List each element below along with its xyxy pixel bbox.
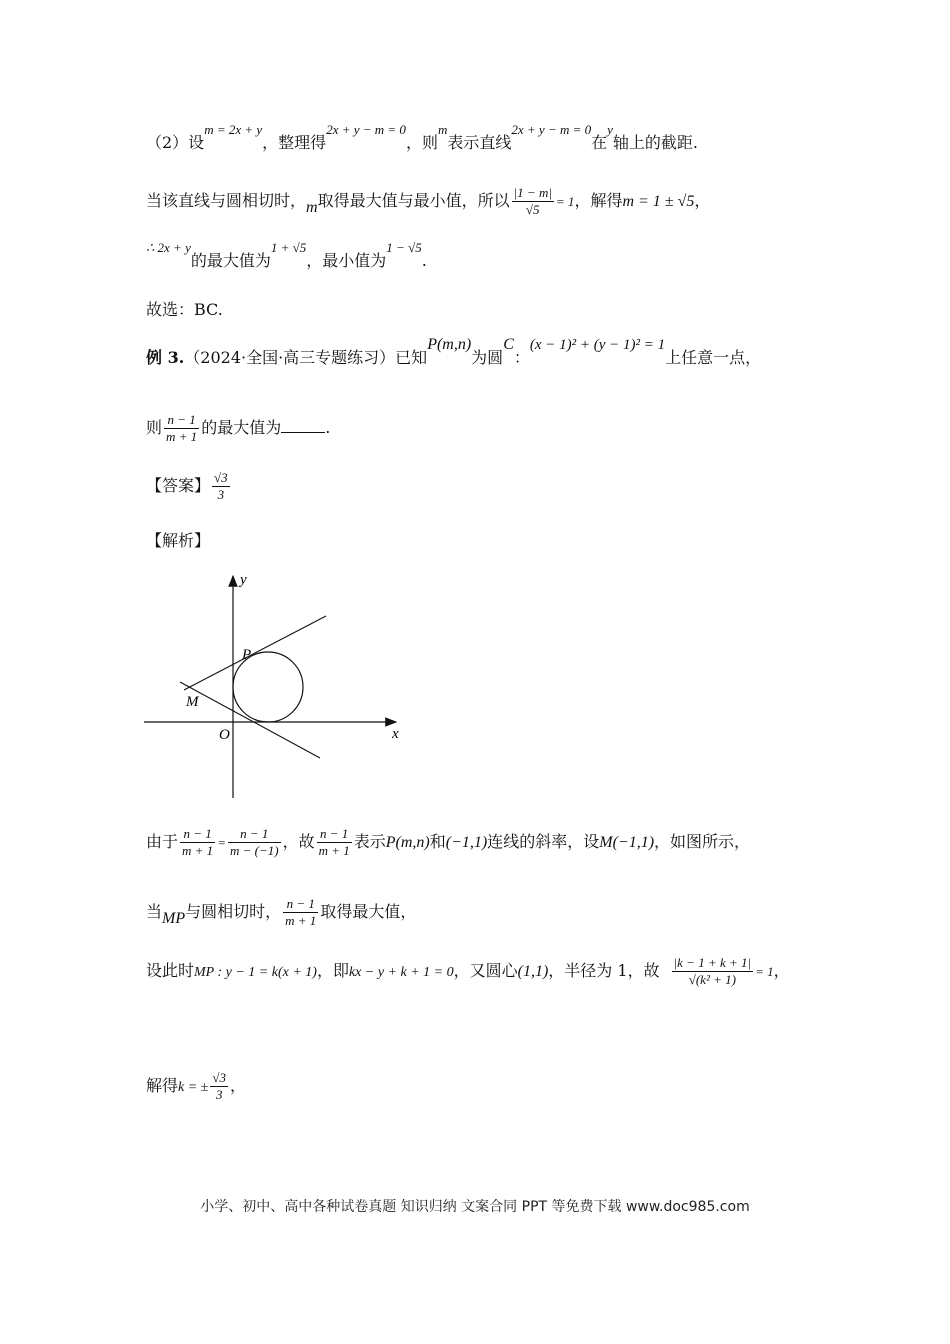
fraction <box>228 826 281 859</box>
math: M(−1,1) <box>599 834 655 851</box>
math: = 1 <box>555 194 575 209</box>
text: 由于 <box>146 832 179 851</box>
math: m = 2x + y <box>204 122 263 137</box>
text: 取得最大值与最小值，所以 <box>317 191 510 210</box>
text: 的最大值为 <box>201 418 282 437</box>
fraction <box>672 955 754 988</box>
math: m = 1 ± √5 <box>622 193 695 210</box>
text: 和 <box>429 832 446 851</box>
upper-tangent-line <box>184 616 326 690</box>
fraction <box>283 896 318 929</box>
text: ，则 <box>405 133 438 152</box>
text: 则 <box>146 418 163 437</box>
text: . <box>325 418 331 437</box>
text: 连线的斜率，设 <box>487 832 600 851</box>
example-3 <box>146 336 762 368</box>
denominator: m + 1 <box>285 913 317 928</box>
text: ，解得 <box>574 191 623 210</box>
math: (1,1) <box>517 963 549 980</box>
text: ，即 <box>316 961 349 980</box>
math: = 1 <box>755 964 774 979</box>
numerator: n − 1 <box>283 896 318 913</box>
text: ，故 <box>282 832 315 851</box>
text: ，半径为 1，故 <box>548 961 660 980</box>
numerator: |1 − m| <box>513 185 552 200</box>
fraction <box>164 412 199 445</box>
math: ∴ 2x + y <box>146 240 191 255</box>
denominator: m + 1 <box>318 843 350 858</box>
lower-tangent-line <box>180 682 320 758</box>
math: = <box>217 835 226 850</box>
numerator: n − 1 <box>317 826 352 843</box>
text: . <box>421 251 427 270</box>
text: （2024·全国·高三专题练习）已知 <box>184 348 428 367</box>
text: 取得最大值， <box>320 902 417 921</box>
paragraph-10 <box>146 896 416 929</box>
text: ： <box>513 348 530 367</box>
answer-blank <box>281 418 325 433</box>
text: 设此时 <box>146 961 195 980</box>
fraction <box>512 185 554 218</box>
math: kx − y + k + 1 = 0 <box>348 965 454 980</box>
tangent-figure <box>140 570 410 805</box>
footer-banner: 小学、初中、高中各种试卷真题 知识归纳 文案合同 PPT 等免费下载 www.doc985.com <box>200 1199 750 1215</box>
paragraph-6 <box>146 412 330 445</box>
math: MP <box>162 910 186 927</box>
numerator: n − 1 <box>180 826 215 843</box>
numerator: √3 <box>212 1070 227 1085</box>
math: P(m,n) <box>385 834 430 851</box>
text: ，又圆心 <box>453 961 518 980</box>
text: ，如图所示， <box>654 832 751 851</box>
text: 表示直线 <box>447 133 512 152</box>
text: 解得 <box>146 1076 179 1095</box>
origin-label: O <box>219 727 230 743</box>
numerator: n − 1 <box>164 412 199 429</box>
text: ， <box>773 961 790 980</box>
denominator: √(k² + 1) <box>688 972 736 987</box>
math: 2x + y − m = 0 <box>511 122 592 137</box>
denominator: 3 <box>217 487 225 502</box>
math: y <box>607 122 613 137</box>
math: C <box>503 336 514 353</box>
fraction <box>180 826 215 859</box>
math: 1 − √5 <box>386 240 422 255</box>
answer <box>146 470 232 503</box>
text: 表示 <box>353 832 386 851</box>
paragraph-12 <box>146 1070 246 1103</box>
denominator: m − (−1) <box>229 843 279 858</box>
math: m <box>437 122 448 137</box>
math: (−1,1) <box>445 834 488 851</box>
fraction <box>317 826 352 859</box>
text: 当 <box>146 902 163 921</box>
point-p-label: P <box>242 647 252 663</box>
text: ， <box>694 191 711 210</box>
math: 1 + √5 <box>270 240 307 255</box>
math: P(m,n) <box>427 336 472 353</box>
fraction <box>210 1070 228 1103</box>
denominator: m + 1 <box>182 843 214 858</box>
denominator: m + 1 <box>166 429 198 444</box>
fraction <box>212 470 230 503</box>
paragraph-1 <box>146 122 698 153</box>
text: ， <box>230 1076 247 1095</box>
text: 的最大值为 <box>190 251 271 270</box>
math: (x − 1)² + (y − 1)² = 1 <box>529 337 666 353</box>
text: 上任意一点， <box>665 348 762 367</box>
paragraph-11 <box>146 955 790 988</box>
point-m-label: M <box>186 694 199 710</box>
text: ，最小值为 <box>306 251 387 270</box>
math: MP : y − 1 = k(x + 1) <box>194 965 317 980</box>
example-label: 例 3. <box>146 348 185 367</box>
text: 为圆 <box>471 348 504 367</box>
paragraph-2 <box>146 185 710 218</box>
math: 2x + y − m = 0 <box>326 122 406 137</box>
numerator: n − 1 <box>228 826 281 843</box>
paragraph-9 <box>146 826 750 859</box>
math: k = ± <box>178 1080 209 1095</box>
denominator: √5 <box>525 202 540 217</box>
text: 轴上的截距. <box>612 133 698 152</box>
text: 与圆相切时， <box>185 902 282 921</box>
numerator: √3 <box>214 470 228 485</box>
analysis-label: 【解析】 <box>146 531 211 550</box>
text: （2）设 <box>146 133 205 152</box>
denominator: 3 <box>215 1087 223 1102</box>
text: 当该直线与圆相切时， <box>146 191 307 210</box>
math: m <box>306 199 318 216</box>
text: ，整理得 <box>262 133 327 152</box>
x-label: x <box>392 726 399 742</box>
y-label: y <box>240 572 247 588</box>
paragraph-3 <box>146 240 427 271</box>
paragraph-4: 故选：BC. <box>146 300 223 319</box>
text: 在 <box>591 133 608 152</box>
numerator: |k − 1 + k + 1| <box>673 955 752 970</box>
answer-label: 【答案】 <box>146 476 211 495</box>
